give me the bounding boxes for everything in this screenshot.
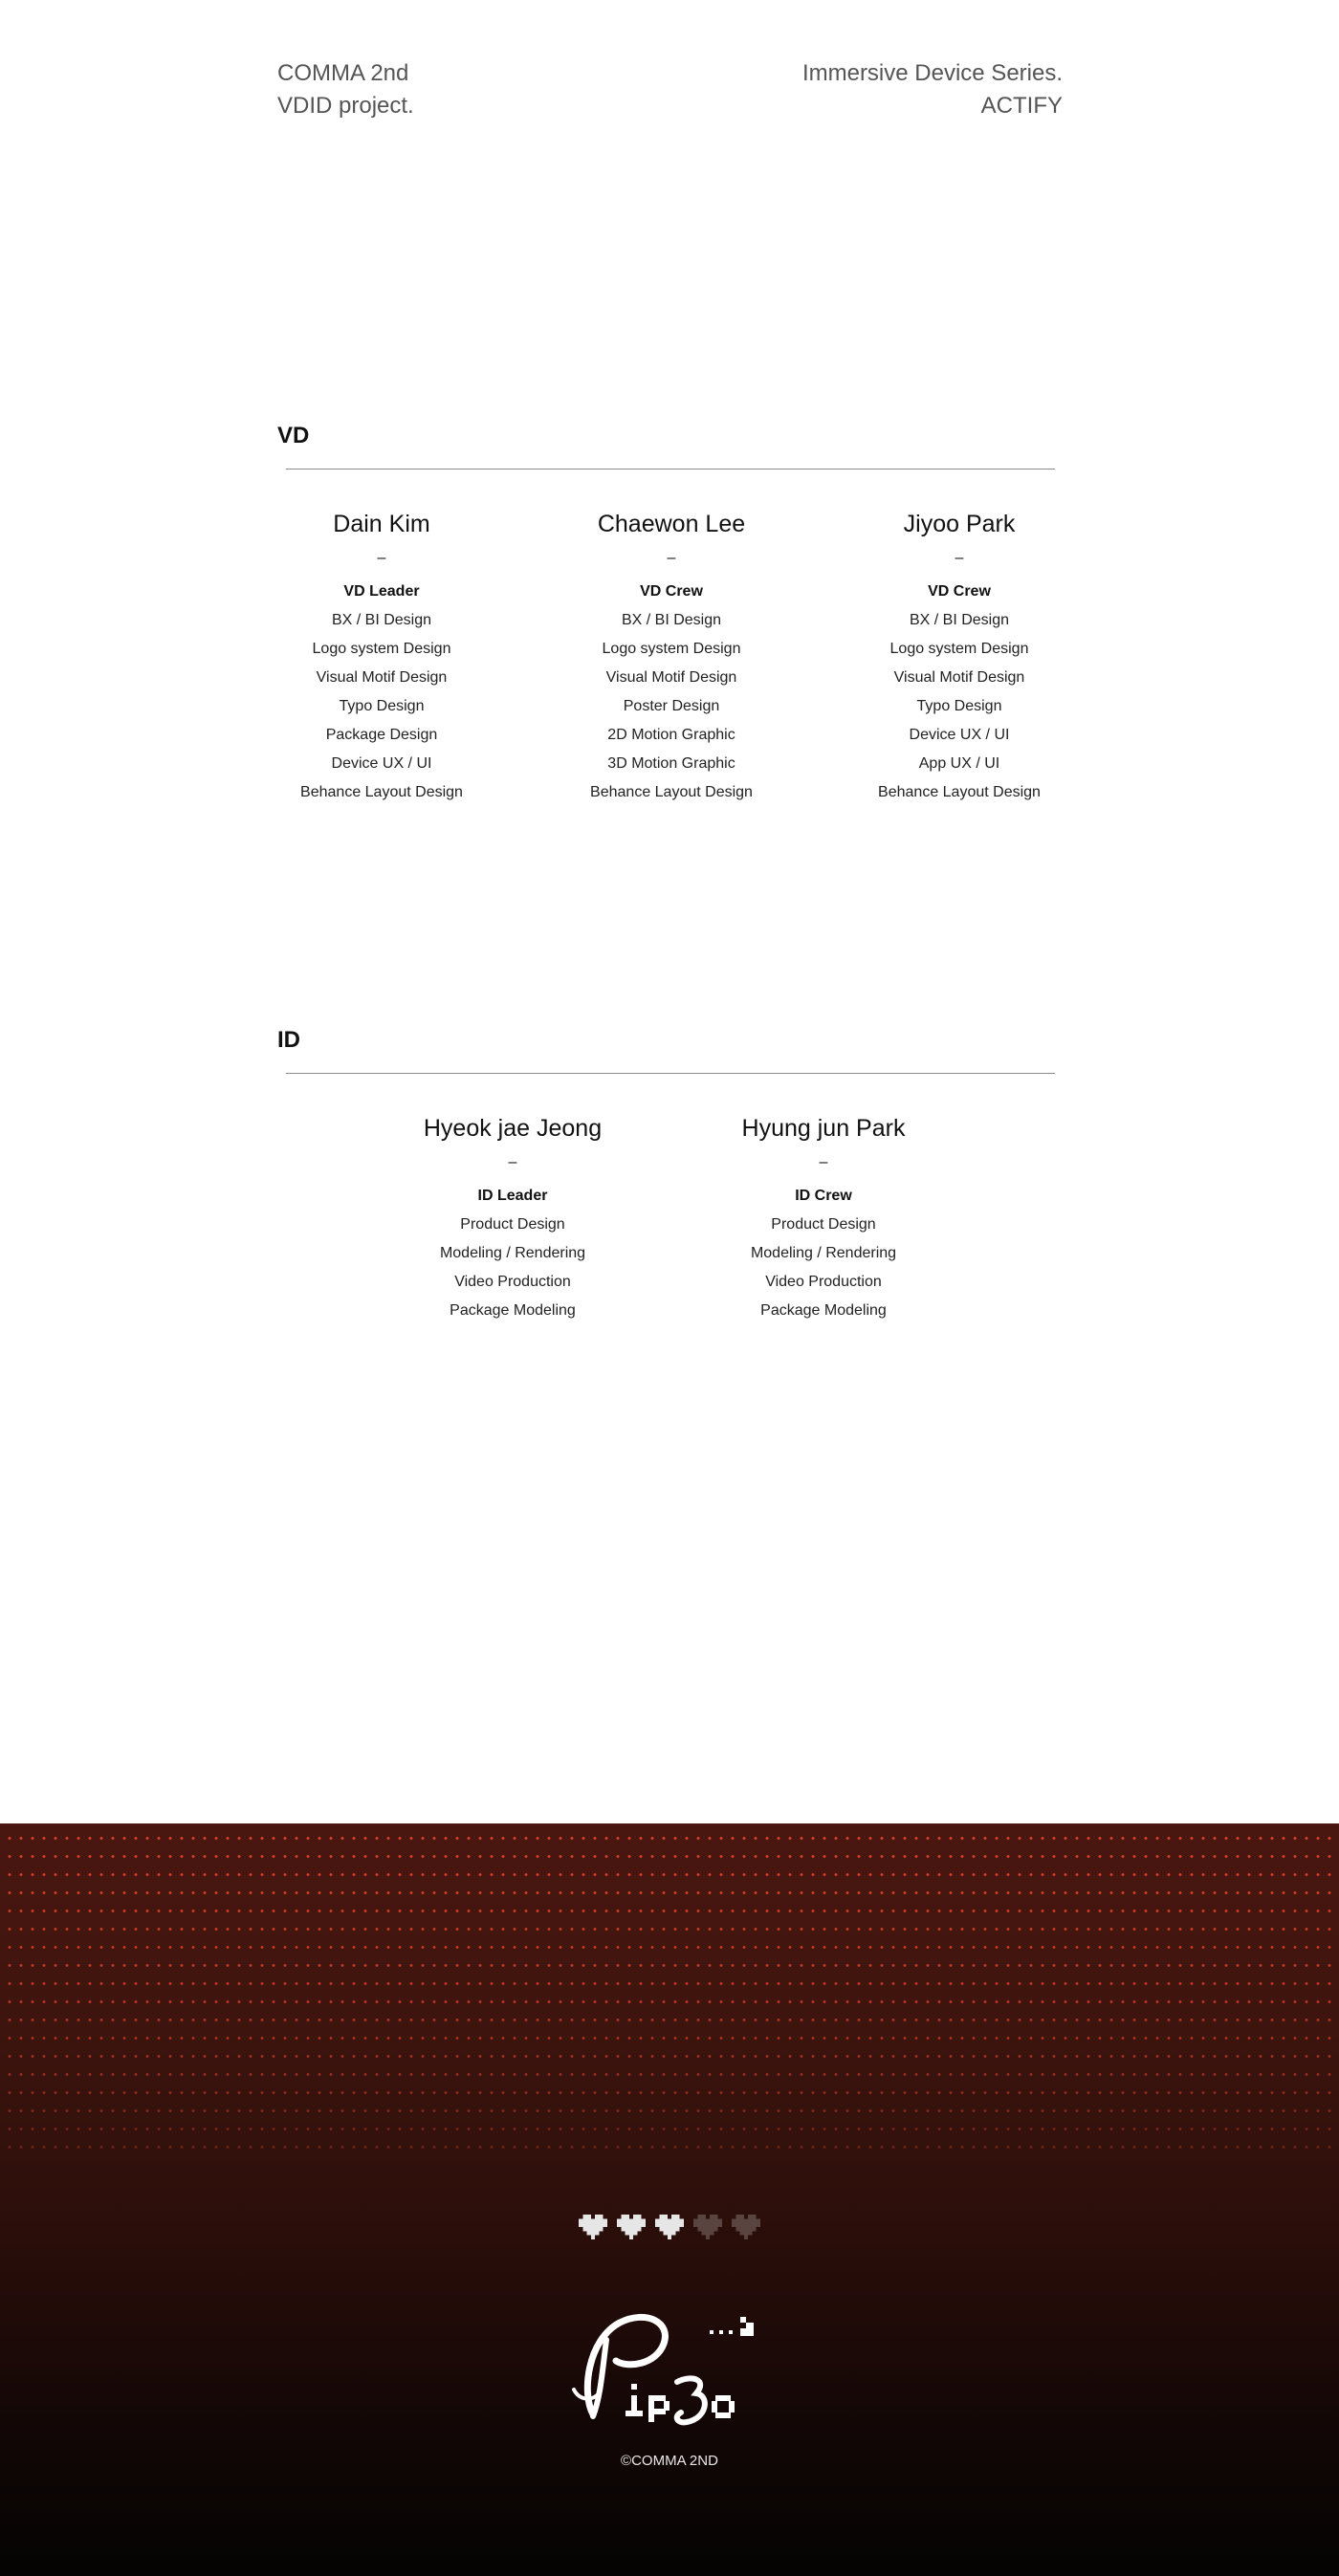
member-dash: – (508, 1154, 517, 1170)
duty-item: Modeling / Rendering (439, 1245, 586, 1261)
member-name: Dain Kim (333, 511, 430, 537)
project-team: COMMA 2nd (277, 60, 409, 86)
series-label (802, 57, 1063, 122)
copyright-text: ©COMMA 2ND (621, 2453, 718, 2469)
vd-member-dain-kim (248, 509, 516, 807)
id-section-title: ID (277, 1027, 300, 1053)
duty-item: Package Modeling (450, 1302, 576, 1319)
duty-item: 2D Motion Graphic (607, 727, 735, 743)
heart-empty-icon (732, 2214, 760, 2240)
id-section-divider (286, 1073, 1055, 1074)
member-dash: – (819, 1154, 828, 1170)
project-label (277, 57, 414, 122)
series-name: Immersive Device Series. (801, 60, 1063, 86)
duty-item: Video Production (454, 1274, 571, 1290)
member-name: Jiyoo Park (903, 511, 1016, 537)
id-member-hyeok-jae-jeong (379, 1113, 647, 1325)
member-dash: – (955, 550, 964, 566)
member-name: Hyung jun Park (741, 1115, 906, 1142)
vd-section-title: VD (277, 423, 310, 448)
vd-member-jiyoo-park (825, 509, 1093, 807)
member-role: VD Crew (640, 583, 703, 600)
member-duties (690, 1211, 957, 1325)
duty-item: Visual Motif Design (316, 669, 448, 686)
duty-item: Device UX / UI (331, 755, 432, 772)
duty-item: Typo Design (339, 698, 425, 714)
member-role: VD Leader (343, 583, 420, 600)
member-role: VD Crew (928, 583, 991, 600)
heart-empty-icon (693, 2214, 722, 2240)
duty-item: Logo system Design (312, 641, 451, 657)
hearts-rating (0, 2214, 1339, 2240)
member-duties (248, 606, 516, 807)
member-role: ID Leader (477, 1188, 548, 1204)
vd-member-chaewon-lee (538, 509, 805, 807)
heart-filled-icon (579, 2214, 607, 2240)
duty-item: Product Design (771, 1216, 876, 1233)
duty-item: Device UX / UI (909, 727, 1010, 743)
duty-item: App UX / UI (918, 755, 1000, 772)
duty-item: Video Production (765, 1274, 882, 1290)
duty-item: Behance Layout Design (878, 784, 1041, 800)
duty-item: Behance Layout Design (590, 784, 753, 800)
footer (0, 1823, 1339, 2576)
duty-item: Visual Motif Design (893, 669, 1025, 686)
member-duties (538, 606, 805, 807)
duty-item: Poster Design (623, 698, 720, 714)
member-duties (825, 606, 1093, 807)
member-name: Chaewon Lee (597, 511, 746, 537)
duty-item: 3D Motion Graphic (607, 755, 735, 772)
dot-pattern-background (0, 1823, 1339, 2149)
duty-item: BX / BI Design (621, 612, 722, 628)
duty-item: Visual Motif Design (605, 669, 737, 686)
duty-item: Package Modeling (760, 1302, 887, 1319)
pipzo-logo (564, 2302, 775, 2435)
duty-item: BX / BI Design (909, 612, 1010, 628)
project-name: VDID project. (277, 93, 414, 119)
duty-item: BX / BI Design (331, 612, 432, 628)
heart-filled-icon (655, 2214, 684, 2240)
product-name: ACTIFY (980, 93, 1063, 119)
id-member-hyung-jun-park (690, 1113, 957, 1325)
member-role: ID Crew (795, 1188, 852, 1204)
duty-item: Logo system Design (889, 641, 1029, 657)
duty-item: Logo system Design (602, 641, 741, 657)
duty-item: Typo Design (916, 698, 1002, 714)
heart-filled-icon (617, 2214, 646, 2240)
duty-item: Modeling / Rendering (750, 1245, 897, 1261)
duty-item: Package Design (325, 727, 438, 743)
member-duties (379, 1211, 647, 1325)
member-dash: – (377, 550, 386, 566)
member-dash: – (667, 550, 676, 566)
duty-item: Behance Layout Design (300, 784, 463, 800)
member-name: Hyeok jae Jeong (423, 1115, 603, 1142)
duty-item: Product Design (460, 1216, 565, 1233)
